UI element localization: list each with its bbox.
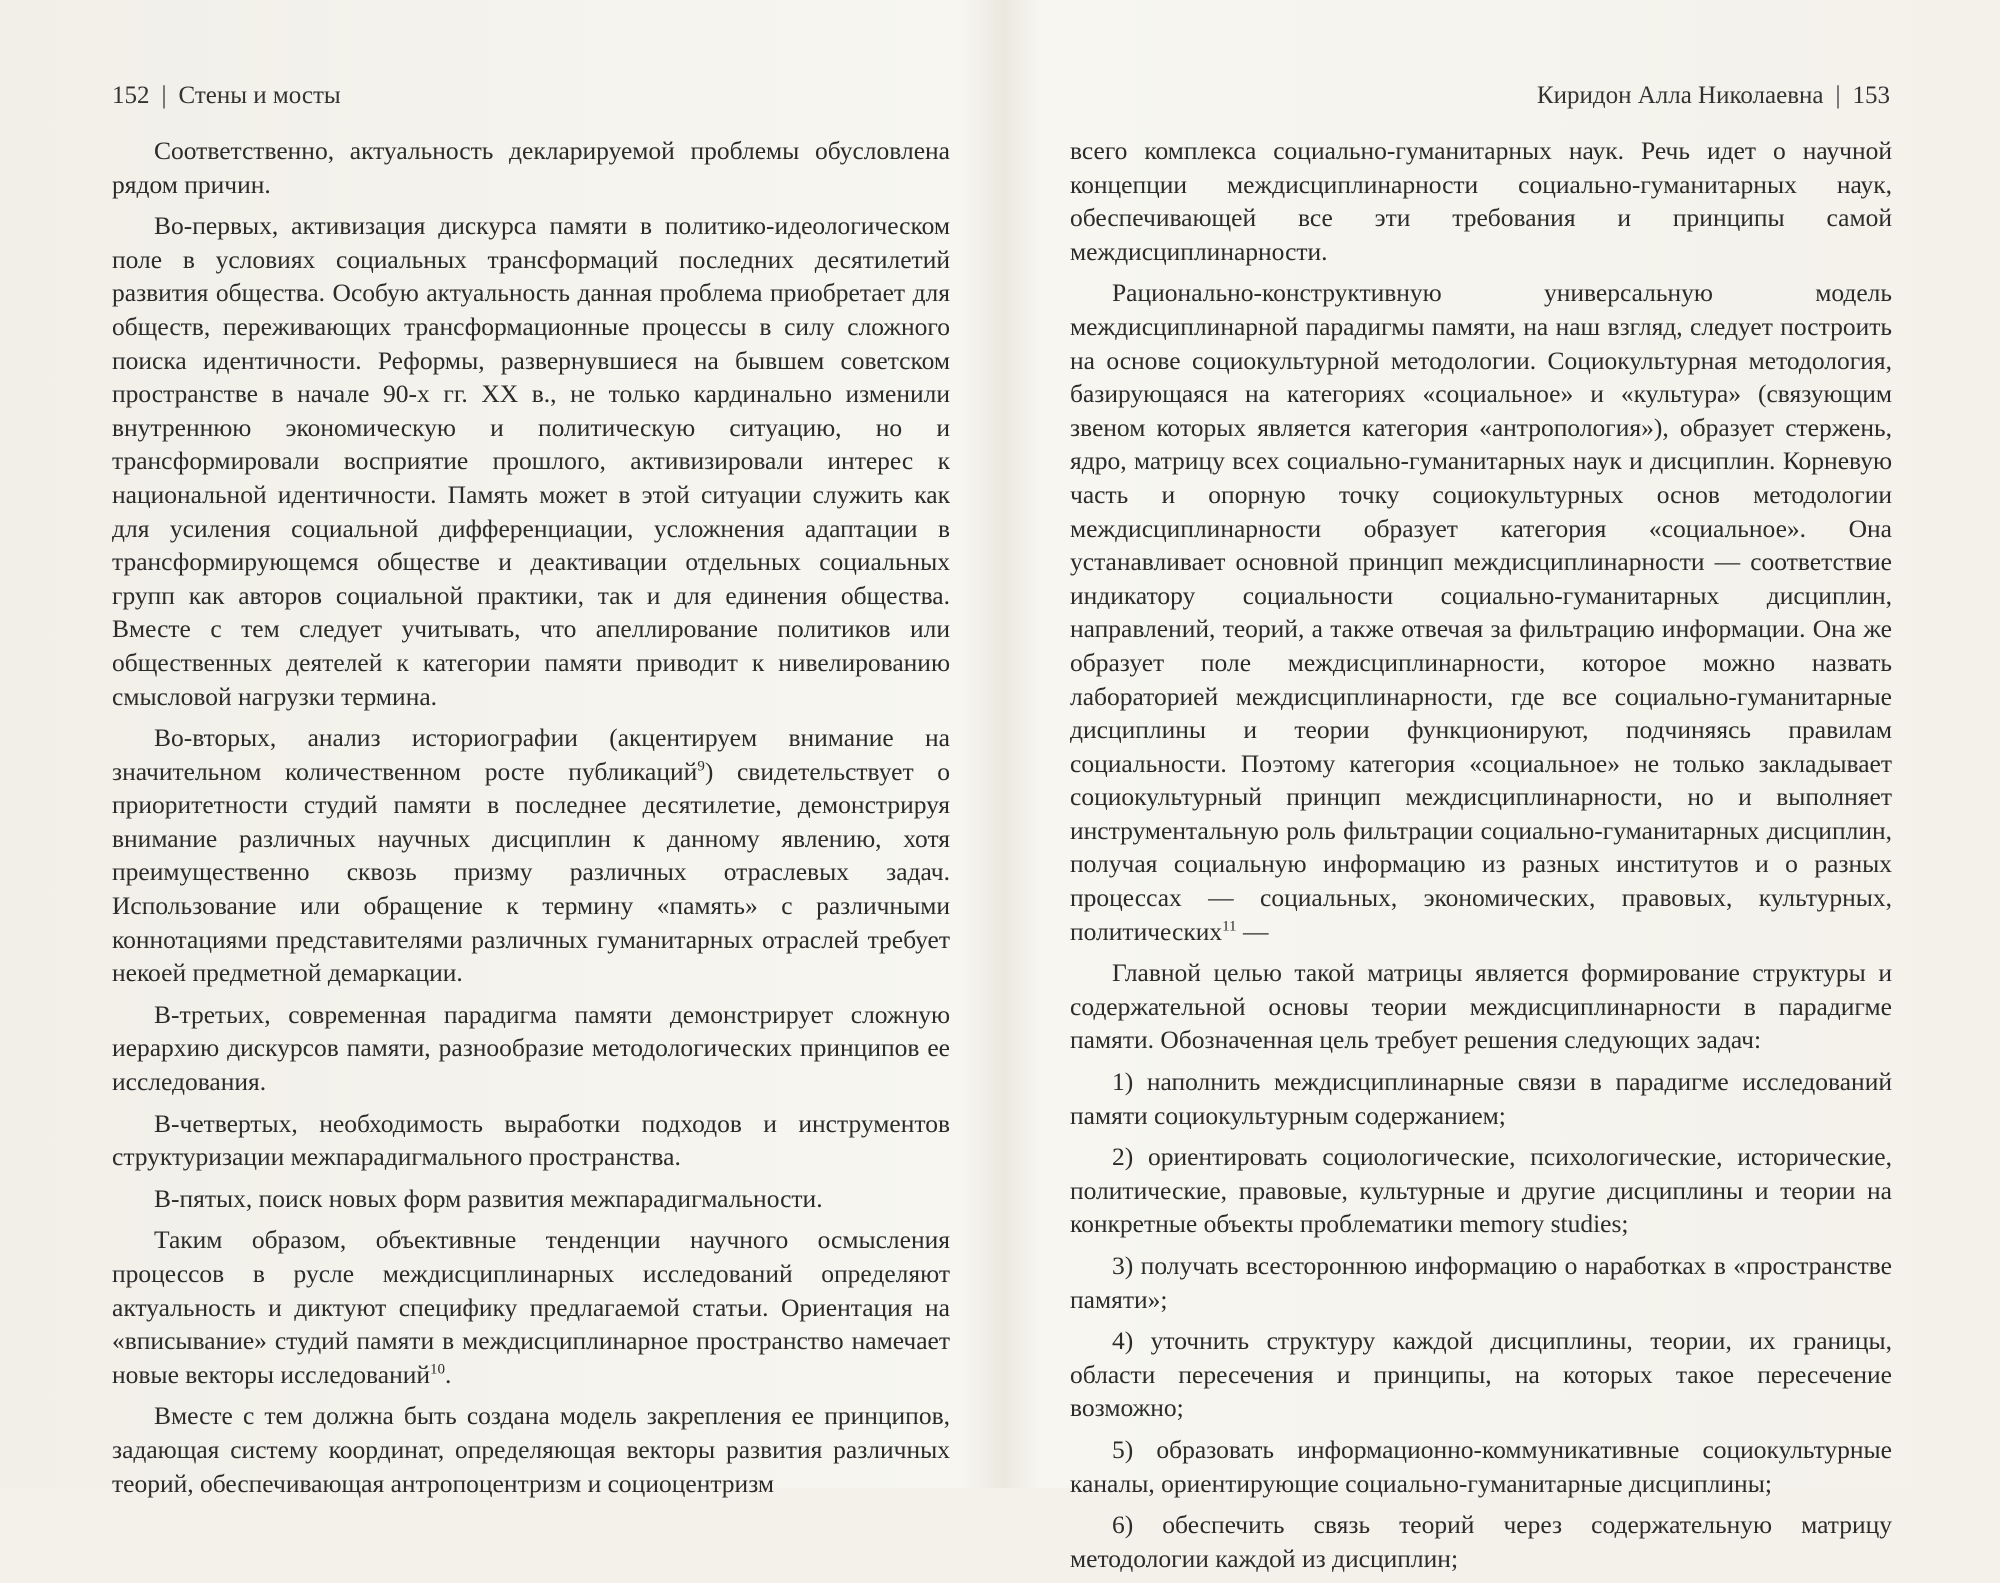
paragraph: Соответственно, актуальность декларируемой проблемы обусловлена рядом причин. [112,136,950,199]
right-page-number: 153 [1852,82,1890,109]
paragraph: Во-первых, активизация дискурса памяти в политико-идеологическом поле в условиях социальных трансформаций последних десятилетий развития общества. Особую актуальность данная проблема приобретает для обществ, переживающих трансформационные процессы в силу сложного поиска идентичности. Реформы, развернувшиеся на бывшем советском пространстве в начале 90-х гг. XX в., не только кардинально изменили внутреннюю экономическую и политическую ситуацию, но и трансформировали восприятие прошлого, активизировали интерес к национальной идентичности. Память может в этой ситуации служить как для усиления социальной дифференциации, усложнения адаптации в трансформирующемся обществе и деактивации отдельных социальных групп как авторов социальной практики, так и для единения общества. Вместе с тем следует учитывать, что апеллирование политиков или общественных деятелей к категории памяти приводит к нивелированию смысловой нагрузки термина. [112,211,950,711]
footnote-ref: 9 [697,758,705,775]
left-header-separator: | [161,82,167,109]
right-running-head [1537,82,1890,110]
paragraph: Во-вторых, анализ историографии (акцентируем внимание на значительном количественном росте публикаций$^9$) свидетельствует о приоритетности студий памяти в последнее десятилетие, демонстрируя внимание различных научных дисциплин к данному явлению, хотя преимущественно сквозь призму различных отраслевых задач. Использование или обращение к термину «память» с различными коннотациями представителями различных гуманитарных отраслей требует некоей предметной демаркации. [112,723,950,988]
left-body-text [112,134,950,1508]
left-page-number: 152 [112,82,150,109]
list-item: 1) наполнить междисциплинарные связи в парадигме исследований памяти социокультурным содержанием; [1070,1067,1892,1130]
paragraph: Главной целью такой матрицы является формирование структуры и содержательной основы теории междисциплинарности в парадигме памяти. Обозначенная цель требует решения следующих задач: [1070,958,1892,1055]
paragraph: Вместе с тем должна быть создана модель закрепления ее принципов, задающая систему координат, определяющая векторы развития различных теорий, обеспечивающая антропоцентризм и социоцентризм [112,1401,950,1498]
footnote-ref: 10 [430,1361,446,1378]
footnote-ref: 11 [1222,918,1237,935]
list-item: 2) ориентировать социологические, психологические, исторические, политические, правовые, культурные и другие дисциплины и теории на конкретные объекты проблематики memory studies; [1070,1142,1892,1239]
left-running-title: Стены и мосты [178,82,341,109]
right-page [1000,0,2000,1573]
paragraph: В-третьих, современная парадигма памяти демонстрирует сложную иерархию дискурсов памяти, разнообразие методологических принципов ее исследования. [112,999,950,1097]
paragraph: Рационально-конструктивную универсальную модель междисциплинарной парадигмы памяти, на наш взгляд, следует построить на основе социокультурной методологии. Социокультурная методология, базирующаяся на категориях «социальное» и «культура» (связующим звеном которых является категория «антропология»), образует стержень, ядро, матрицу всех социально-гуманитарных наук и дисциплин. Корневую часть и опорную точку социокультурных основ методологии междисциплинарности образует категория «социальное». Она устанавливает основной принцип междисциплинарности — соответствие индикатору социальности социально-гуманитарных дисциплин, направлений, теорий, а также отвечая за фильтрацию информации. Она же образует поле междисциплинарности, которое можно назвать лабораторией междисциплинарности, где все социально-гуманитарные дисциплины и теории функционируют, подчиняясь правилам социальности. Поэтому категория «социальное» не только закладывает социокультурный принцип междисциплинарности, но и выполняет инструментальную роль фильтрации социально-гуманитарных дисциплин, получая социальную информацию из разных институтов и о разных процессах — социальных, экономических, правовых, культурных, политических$^{11}$ — [1070,278,1892,946]
right-header-separator: | [1835,82,1841,109]
right-running-author: Киридон Алла Николаевна [1536,82,1824,109]
list-item: 6) обеспечить связь теорий через содержательную матрицу методологии каждой из дисциплин; [1070,1510,1892,1573]
list-item: 3) получать всестороннюю информацию о наработках в «пространстве памяти»; [1070,1251,1892,1314]
paragraph: всего комплекса социально-гуманитарных наук. Речь идет о научной концепции междисциплинарности социально-гуманитарных наук, обеспечивающей все эти требования и принципы самой междисциплинарности. [1070,136,1892,266]
left-page [0,0,1000,1498]
left-running-head [112,82,341,110]
paragraph: В-пятых, поиск новых форм развития межпарадигмальности. [154,1183,823,1213]
list-item: 5) образовать информационно-коммуникативные социокультурные каналы, ориентирующие социально-гуманитарные дисциплины; [1070,1434,1892,1498]
list-item: 4) уточнить структуру каждой дисциплины, теории, их границы, области пересечения и принципы, на которых такое пересечение возможно; [1070,1326,1892,1423]
right-body-text [1070,134,1892,1583]
paragraph: Таким образом, объективные тенденции научного осмысления процессов в русле междисциплинарных исследований определяют актуальность и диктуют специфику предлагаемой статьи. Ориентация на «вписывание» студий памяти в междисциплинарное пространство намечает новые векторы исследований$^{10}$. [112,1225,950,1389]
paragraph: В-четвертых, необходимость выработки подходов и инструментов структуризации межпарадигмального пространства. [112,1108,950,1172]
